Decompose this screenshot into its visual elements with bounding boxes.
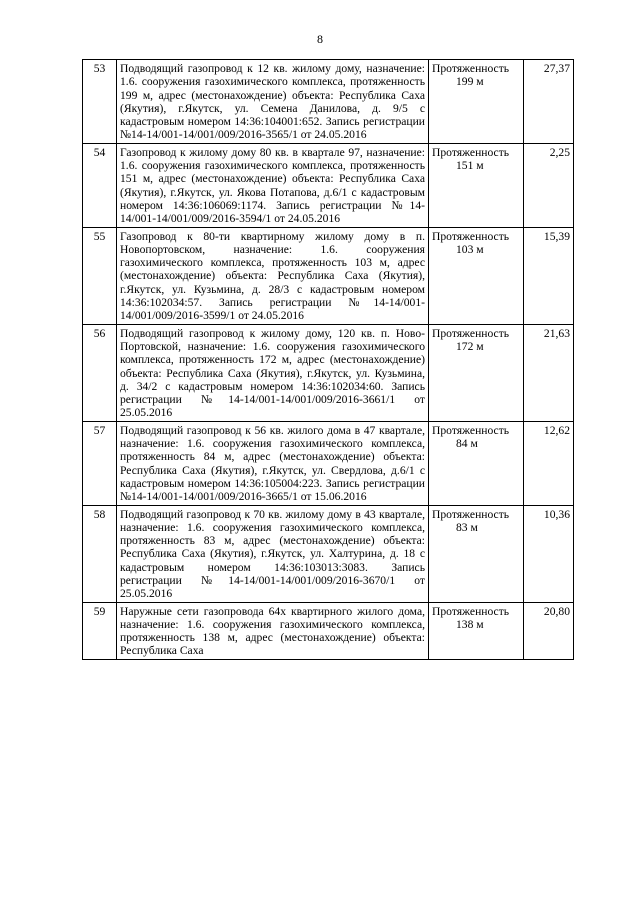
measure-label: Протяженность xyxy=(432,229,510,243)
measure-cell xyxy=(429,602,524,659)
measure-label: Протяженность xyxy=(432,423,510,437)
registry-table xyxy=(82,59,574,660)
measure-label: Протяженность xyxy=(432,62,510,75)
measure-label: Протяженность xyxy=(432,145,510,159)
measure-label: Протяженность xyxy=(432,326,510,340)
measure-label: Протяженность xyxy=(432,507,510,521)
object-description: Наружные сети газопровода 64х квартирного жилого дома, назначение: 1.6. сооружения газохимического комплекса, протяженность 138 м, адрес (местонахождение) объекта: Республика Саха xyxy=(117,602,429,659)
row-number: 56 xyxy=(83,324,117,421)
measure-value: 84 м xyxy=(456,437,478,451)
table-row xyxy=(83,227,574,324)
measure-value: 199 м xyxy=(456,75,484,89)
row-number: 57 xyxy=(83,421,117,505)
table-row xyxy=(83,143,574,227)
row-number: 55 xyxy=(83,227,117,324)
measure-cell xyxy=(429,227,524,324)
object-description: Подводящий газопровод к 12 кв. жилому дому, назначение: 1.6. сооружения газохимического комплекса, протяженность 199 м, адрес (местонахождение) объекта: Республика Саха (Якутия), г.Якутск, ул. Семена Данилова, д. 9/5 с кадастровым номером 14:36:104001:652. Запись регистрации №14-14/001-14/001/009/2016-3565/1 от 24.05.2016 xyxy=(117,60,429,144)
object-description: Подводящий газопровод к 56 кв. жилого дома в 47 квартале, назначение: 1.6. сооружения газохимического комплекса, протяженность 84 м, адрес (местонахождение) объекта: Республика Саха (Якутия), г.Якутск, ул. Свердлова, д.6/1 с кадастровым номером 14:36:105004:223. Запись регистрации №14-14/001-14/001/009/2016-3665/1 от 15.06.2016 xyxy=(117,421,429,505)
measure-cell xyxy=(429,505,524,602)
table-row xyxy=(83,324,574,421)
object-description: Подводящий газопровод к жилому дому, 120 кв. п. Ново-Портовской, назначение: 1.6. сооружения газохимического комплекса, протяженность 172 м, адрес (местонахождение) объекта: Республика Саха (Якутия), г.Якутск, ул. Кузьмина, д. 34/2 с кадастровым номером 14:36:102034:60. Запись регистрации №14-14/001-14/001/009/2016-3661/1 от 25.05.2016 xyxy=(117,324,429,421)
measure-cell xyxy=(429,324,524,421)
registry-table-body xyxy=(83,60,574,660)
amount-value: 15,39 xyxy=(524,227,574,324)
measure-value: 151 м xyxy=(456,159,484,173)
object-description: Газопровод к 80-ти квартирному жилому дому в п. Новопортовском, назначение: 1.6. сооружения газохимического комплекса, протяженность 103 м, адрес (местонахождение) объекта: Республика Саха (Якутия), г.Якутск, ул. Кузьмина, д. 28/3 с кадастровым номером 14:36:102034:57. Запись регистрации №14-14/001-14/001/009/2016-3599/1 от 24.05.2016 xyxy=(117,227,429,324)
measure-label: Протяженность xyxy=(432,604,510,618)
row-number: 59 xyxy=(83,602,117,659)
measure-cell xyxy=(429,421,524,505)
object-description: Газопровод к жилому дому 80 кв. в квартале 97, назначение: 1.6. сооружения газохимического комплекса, протяженность 151 м, адрес (местонахождение) объекта: Республика Саха (Якутия), г.Якутск, ул. Якова Потапова, д.6/1 с кадастровым номером 14:36:106069:1174. Запись регистрации №14-14/001-14/001/009/2016-3594/1 от 24.05.2016 xyxy=(117,143,429,227)
amount-value: 10,36 xyxy=(524,505,574,602)
row-number: 54 xyxy=(83,143,117,227)
measure-value: 103 м xyxy=(456,242,484,256)
row-number: 53 xyxy=(83,60,117,144)
object-description: Подводящий газопровод к 70 кв. жилому дому в 43 квартале, назначение: 1.6. сооружения газохимического комплекса, протяженность 83 м, адрес (местонахождение) объекта: Республика Саха (Якутия), г.Якутск, ул. Халтурина, д. 18 с кадастровым номером 14:36:103013:3083. Запись регистрации №14-14/001-14/001/009/2016-3670/1 от 25.05.2016 xyxy=(117,505,429,602)
table-row xyxy=(83,505,574,602)
measure-value: 138 м xyxy=(456,617,484,631)
amount-value: 12,62 xyxy=(524,421,574,505)
amount-value: 20,80 xyxy=(524,602,574,659)
measure-cell xyxy=(429,143,524,227)
row-number: 58 xyxy=(83,505,117,602)
measure-cell xyxy=(429,60,524,144)
table-row xyxy=(83,421,574,505)
measure-value: 172 м xyxy=(456,339,484,353)
table-row xyxy=(83,602,574,659)
amount-value: 21,63 xyxy=(524,324,574,421)
amount-value: 27,37 xyxy=(524,60,574,144)
measure-value: 83 м xyxy=(456,520,478,534)
table-row xyxy=(83,60,574,144)
amount-value: 2,25 xyxy=(524,143,574,227)
page-number: 8 xyxy=(317,32,323,46)
